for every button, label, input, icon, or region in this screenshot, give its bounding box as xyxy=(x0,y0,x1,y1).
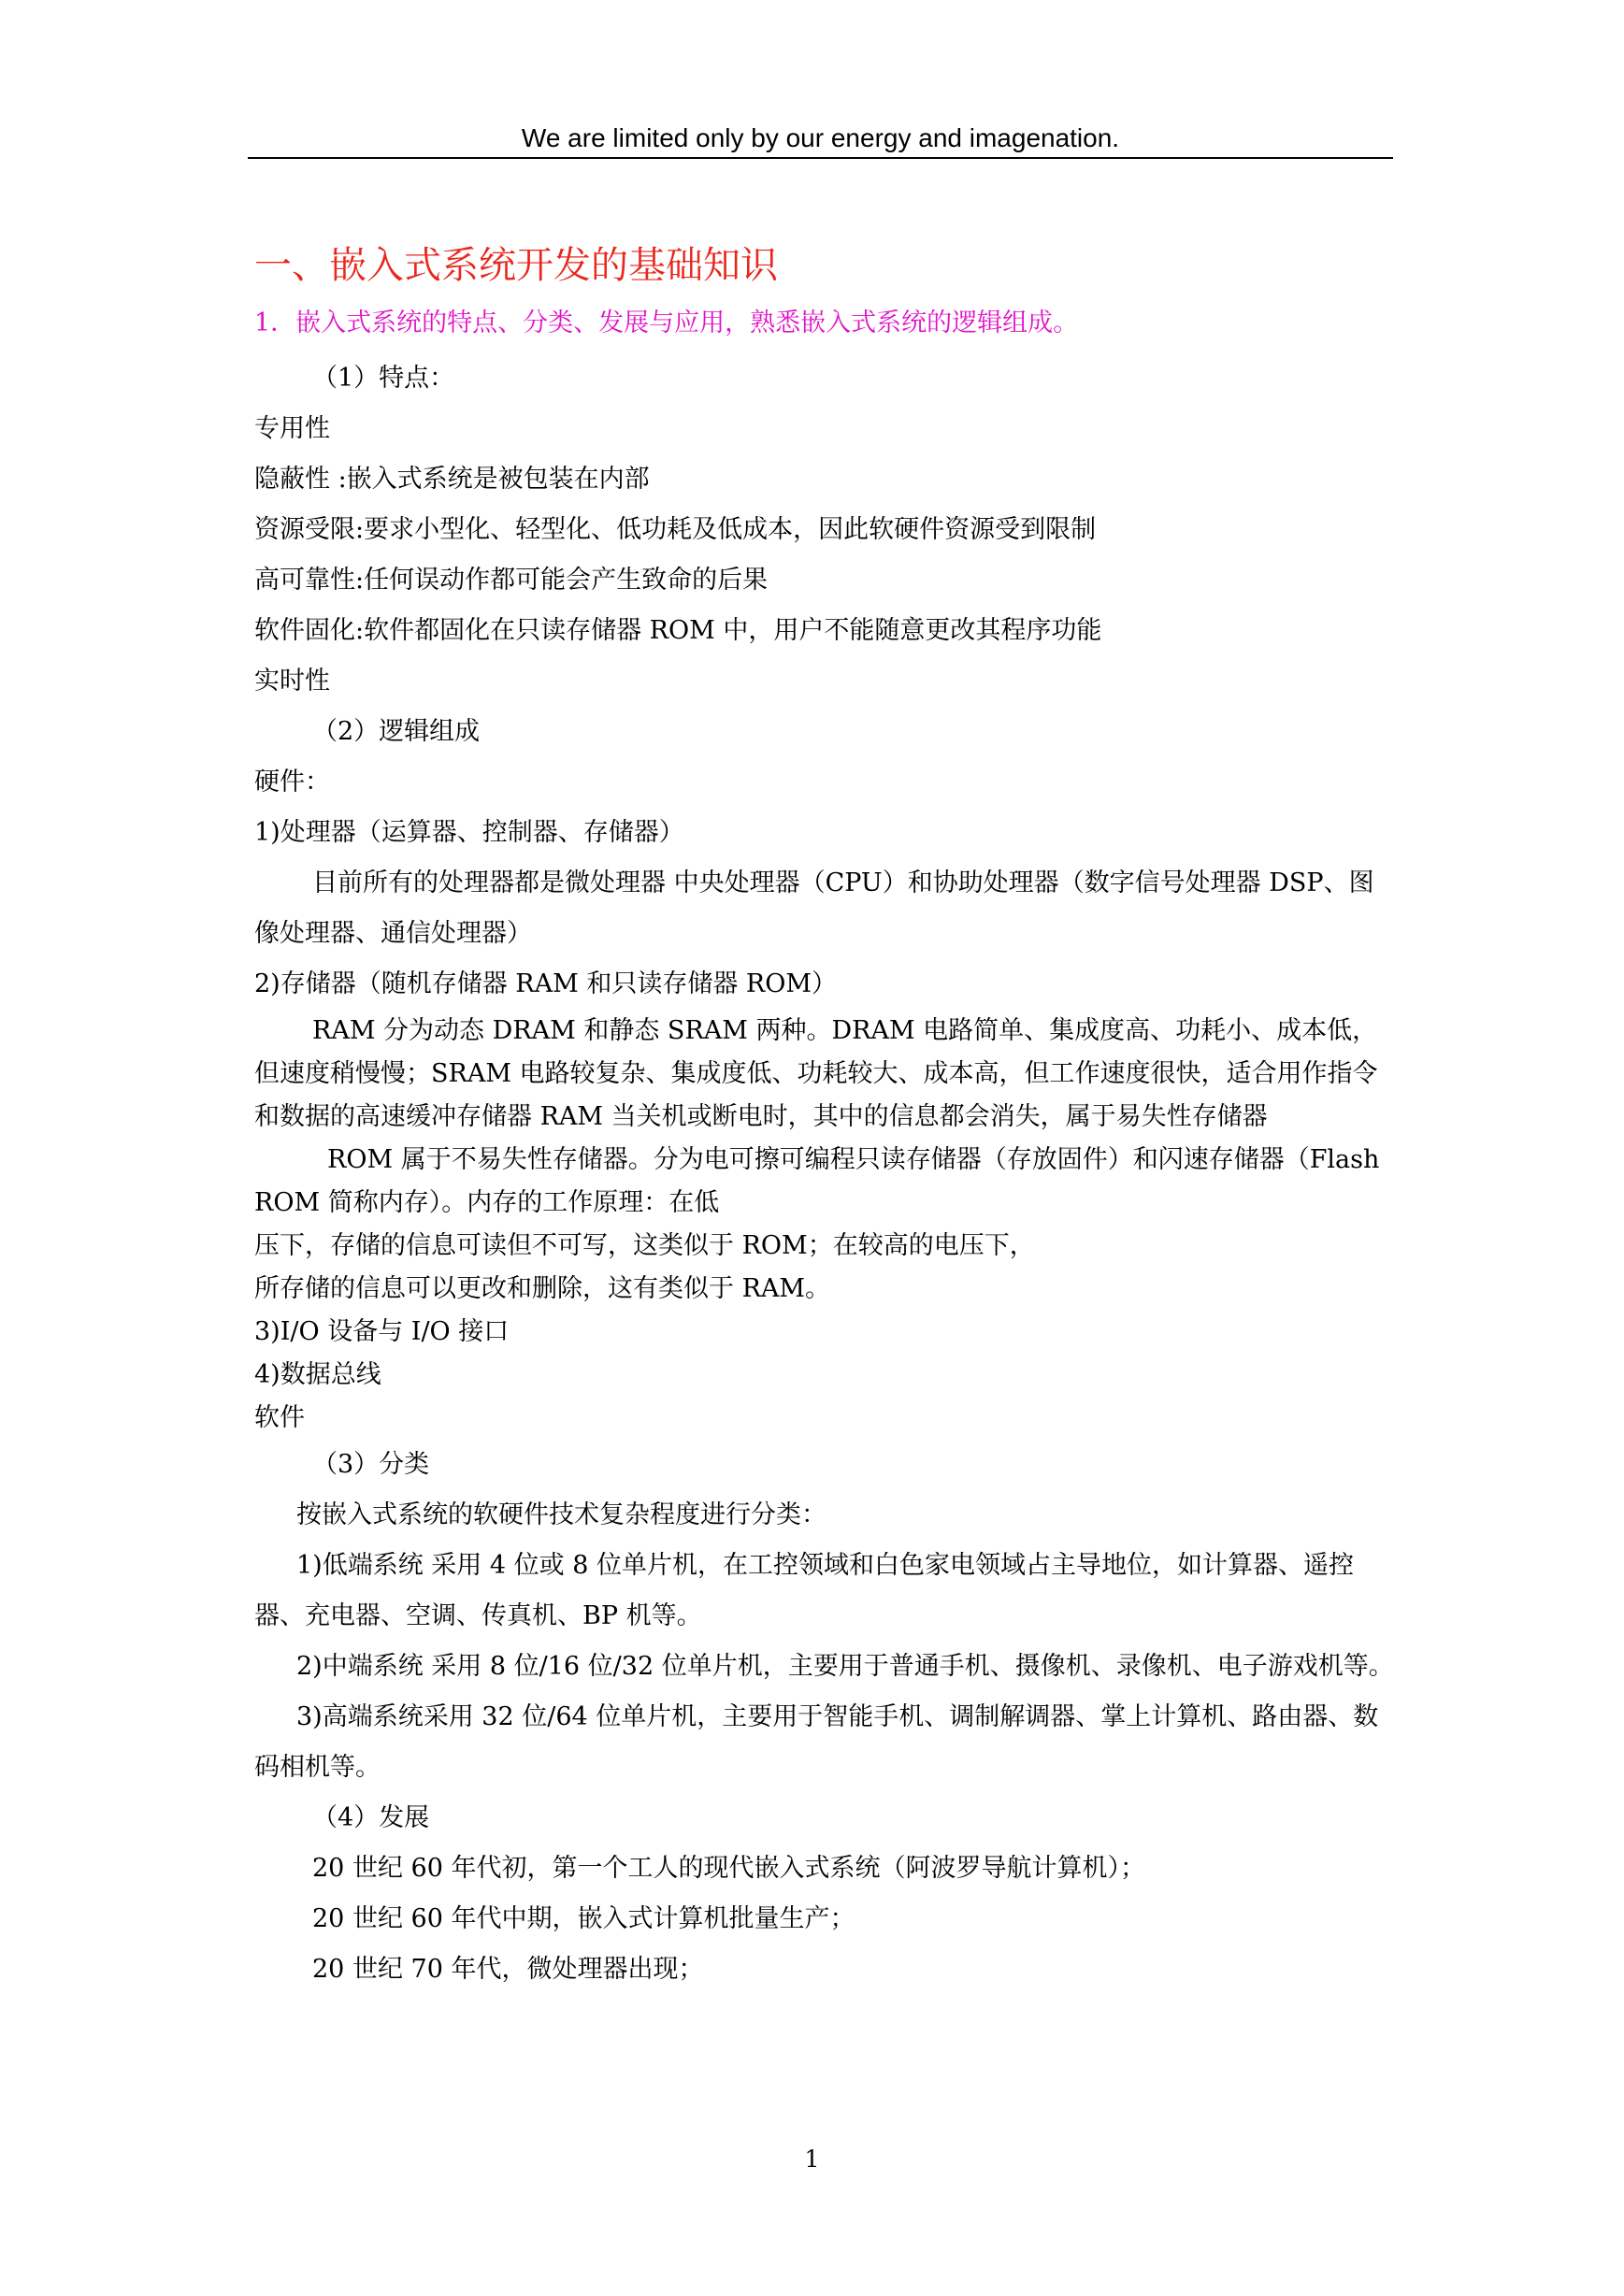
chapter-heading: 一、嵌入式系统开发的基础知识 xyxy=(254,244,778,287)
header-divider xyxy=(248,157,1393,159)
features-title: （1）特点： xyxy=(312,364,455,393)
feature-item: 高可靠性:任何误动作都可能会产生致命的后果 xyxy=(254,566,769,595)
classification-intro: 按嵌入式系统的软硬件技术复杂程度进行分类： xyxy=(296,1500,826,1529)
page-number: 1 xyxy=(804,2145,820,2173)
development-item: 20 世纪 60 年代中期，嵌入式计算机批量生产； xyxy=(312,1904,855,1933)
hardware-label: 硬件： xyxy=(254,768,330,796)
feature-item: 隐蔽性 :嵌入式系统是被包装在内部 xyxy=(254,465,650,494)
development-title: （4）发展 xyxy=(312,1803,430,1832)
memory-title: 2)存储器（随机存储器 RAM 和只读存储器 ROM） xyxy=(254,969,838,998)
classification-mid: 2)中端系统 采用 8 位/16 位/32 位单片机，主要用于普通手机、摄像机、录像机、电子游戏机等。 xyxy=(296,1652,1394,1681)
feature-item: 资源受限:要求小型化、轻型化、低功耗及低成本，因此软硬件资源受到限制 xyxy=(254,515,1097,544)
ram-description: RAM 分为动态 DRAM 和静态 SRAM 两种。DRAM 电路简单、集成度高、功耗小、成本低，但速度稍慢慢；SRAM 电路较复杂、集成度低、功耗较大、成本高，但工作速度很快，适合用作指令和数据的高速缓冲存储器 RAM 当关机或断电时，其中的信息都会消失，属于易失性存储器 xyxy=(254,1016,1378,1131)
classification-low: 1)低端系统 采用 4 位或 8 位单片机，在工控领域和白色家电领域占主导地位，如计算器、遥控器、充电器、空调、传真机、BP 机等。 xyxy=(254,1551,1354,1630)
processor-title: 1)处理器（运算器、控制器、存储器） xyxy=(254,818,684,847)
development-item: 20 世纪 70 年代，微处理器出现； xyxy=(312,1955,704,1984)
feature-item: 软件固化:软件都固化在只读存储器 ROM 中，用户不能随意更改其程序功能 xyxy=(254,616,1102,645)
development-item: 20 世纪 60 年代初，第一个工人的现代嵌入式系统（阿波罗导航计算机）； xyxy=(312,1854,1145,1883)
software-label: 软件 xyxy=(254,1403,305,1432)
processor-description: 目前所有的处理器都是微处理器 中央处理器（CPU）和协助处理器（数字信号处理器 DSP、图像处理器、通信处理器） xyxy=(254,868,1374,948)
classification-high: 3)高端系统采用 32 位/64 位单片机，主要用于智能手机、调制解调器、掌上计算机、路由器、数码相机等。 xyxy=(254,1702,1379,1782)
logic-title: （2）逻辑组成 xyxy=(312,717,481,746)
rom-description-cont: 压下，存储的信息可读但不可写，这类似于 ROM；在较高的电压下， xyxy=(254,1231,1035,1260)
document-body xyxy=(254,236,1395,1995)
bus-title: 4)数据总线 xyxy=(254,1360,381,1389)
feature-item: 专用性 xyxy=(254,414,330,443)
section-heading: 1．嵌入式系统的特点、分类、发展与应用，熟悉嵌入式系统的逻辑组成。 xyxy=(254,309,1079,337)
feature-item: 实时性 xyxy=(254,667,330,696)
rom-description: ROM 属于不易失性存储器。分为电可擦可编程只读存储器（存放固件）和闪速存储器（Flash ROM 简称内存）。内存的工作原理：在低 xyxy=(254,1145,1380,1217)
page-header-motto: We are limited only by our energy and imagenation. xyxy=(521,123,1120,152)
classification-title: （3）分类 xyxy=(312,1450,430,1479)
io-title: 3)I/O 设备与 I/O 接口 xyxy=(254,1317,510,1346)
rom-description-cont: 所存储的信息可以更改和删除，这有类似于 RAM。 xyxy=(254,1274,831,1303)
